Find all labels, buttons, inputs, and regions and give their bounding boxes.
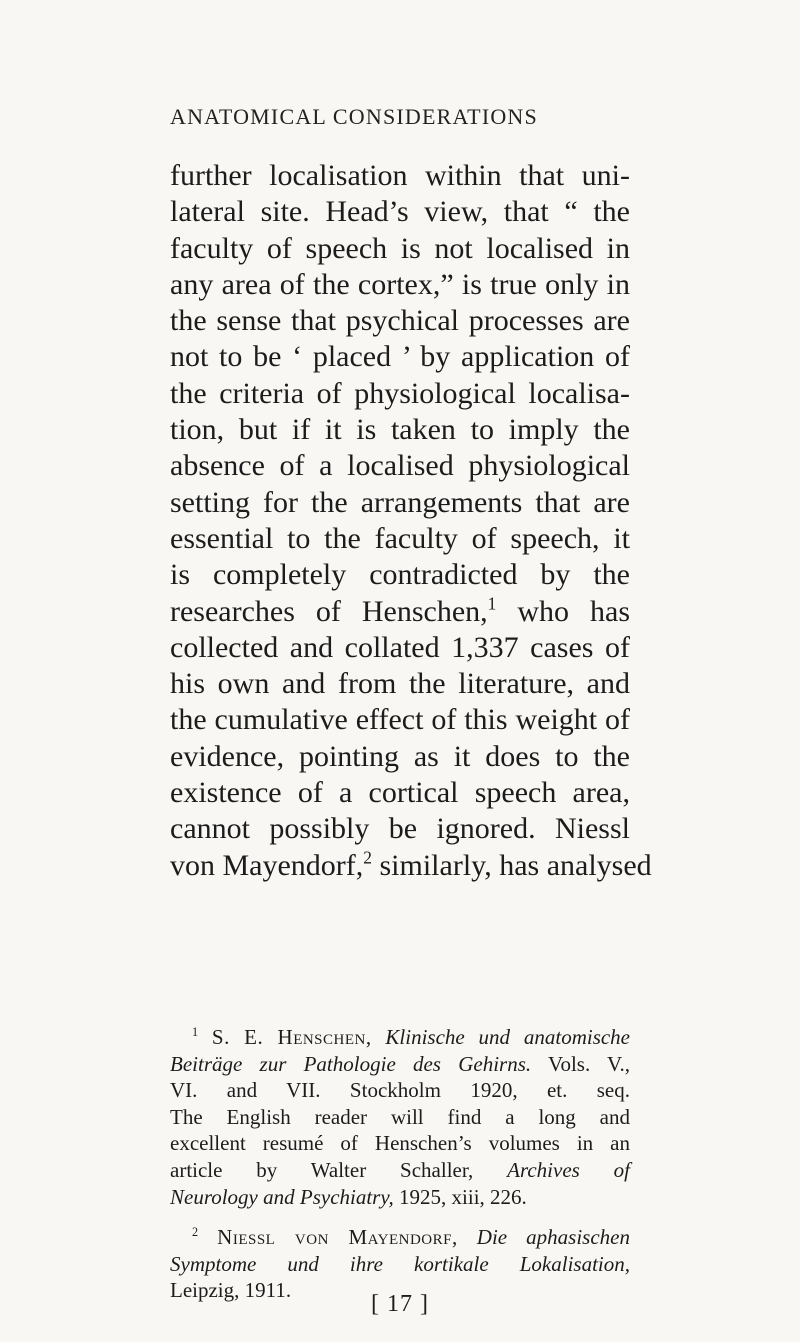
body-line: the cumulative effect of this weight of xyxy=(170,703,630,737)
footnote-line xyxy=(170,1051,630,1078)
body-line: further localisation within that uni- xyxy=(170,159,630,192)
body-line: is completely contradicted by the xyxy=(170,558,630,592)
body-line: faculty of speech is not localised in xyxy=(170,231,630,265)
body-line-text: von Mayendorf, xyxy=(170,848,364,882)
footnotes xyxy=(170,1024,630,1318)
body-line: absence of a localised physiological xyxy=(170,449,630,483)
page-number: [ 17 ] xyxy=(371,1291,429,1317)
body-line: lateral site. Head’s view, that “ the xyxy=(170,195,630,229)
body-paragraph xyxy=(170,158,652,884)
footnote-line xyxy=(170,1024,630,1051)
body-line-text: similarly, has analysed xyxy=(379,848,652,882)
footnote-title: Symptome und ihre kortikale Lokalisation, xyxy=(170,1251,630,1276)
footnote-title: Klinische und anatomische xyxy=(385,1025,631,1049)
footnote-1 xyxy=(170,1024,630,1210)
body-line-text: who has xyxy=(496,594,631,628)
body-line: any area of the cortex,” is true only in xyxy=(170,267,630,301)
running-head: ANATOMICAL CONSIDERATIONS xyxy=(170,104,538,129)
body-line: the criteria of physiological localisa- xyxy=(170,376,630,410)
footnote-line: Leipzig, 1911. xyxy=(170,1278,292,1303)
footnote-marker: 1 xyxy=(192,1025,199,1040)
footnote-line: excellent resumé of Henschen’s volumes in an xyxy=(170,1131,630,1156)
footnote-text: article by Walter Schaller, xyxy=(170,1157,474,1182)
footnote-marker: 2 xyxy=(192,1225,199,1240)
body-line: tion, but if it is taken to imply the xyxy=(170,413,630,447)
footnote-line xyxy=(170,1184,630,1211)
footnote-author: S. E. Henschen, xyxy=(211,1025,372,1049)
body-line: essential to the faculty of speech, it xyxy=(170,521,630,555)
footnote-journal: Archives of xyxy=(507,1157,630,1182)
footnote-reference: 1 xyxy=(487,593,497,614)
footnote-journal: Neurology and Psychiatry, xyxy=(170,1184,394,1209)
footnote-author: Niessl von Mayendorf, xyxy=(217,1225,458,1250)
body-line: existence of a cortical speech area, xyxy=(170,776,630,810)
footnote-line xyxy=(170,1157,630,1184)
footnote-line: VI. and VII. Stockholm 1920, et. seq. xyxy=(170,1078,630,1103)
footnote-title: Die aphasischen xyxy=(476,1225,630,1250)
body-line: not to be ‘ placed ’ by application of xyxy=(170,340,630,374)
body-line: evidence, pointing as it does to the xyxy=(170,739,630,773)
body-line: setting for the arrangements that are xyxy=(170,485,630,519)
body-line xyxy=(170,847,652,884)
body-line xyxy=(170,594,630,630)
footnote-line xyxy=(170,1224,630,1251)
footnote-text: 1925, xiii, 226. xyxy=(393,1184,527,1209)
footnote-line: The English reader will find a long and xyxy=(170,1104,630,1129)
body-line: cannot possibly be ignored. Niessl xyxy=(170,812,630,846)
body-line: collected and collated 1,337 cases of xyxy=(170,630,630,664)
body-line-text: researches of Henschen, xyxy=(170,594,488,628)
body-line: the sense that psychical processes are xyxy=(170,304,630,338)
footnote-title: Beiträge zur Pathologie des Gehirns. xyxy=(170,1051,532,1076)
footnote-reference: 2 xyxy=(363,847,372,868)
footnote-line xyxy=(170,1251,630,1278)
footnote-text: Vols. V., xyxy=(547,1051,631,1076)
body-line: his own and from the literature, and xyxy=(170,667,630,701)
